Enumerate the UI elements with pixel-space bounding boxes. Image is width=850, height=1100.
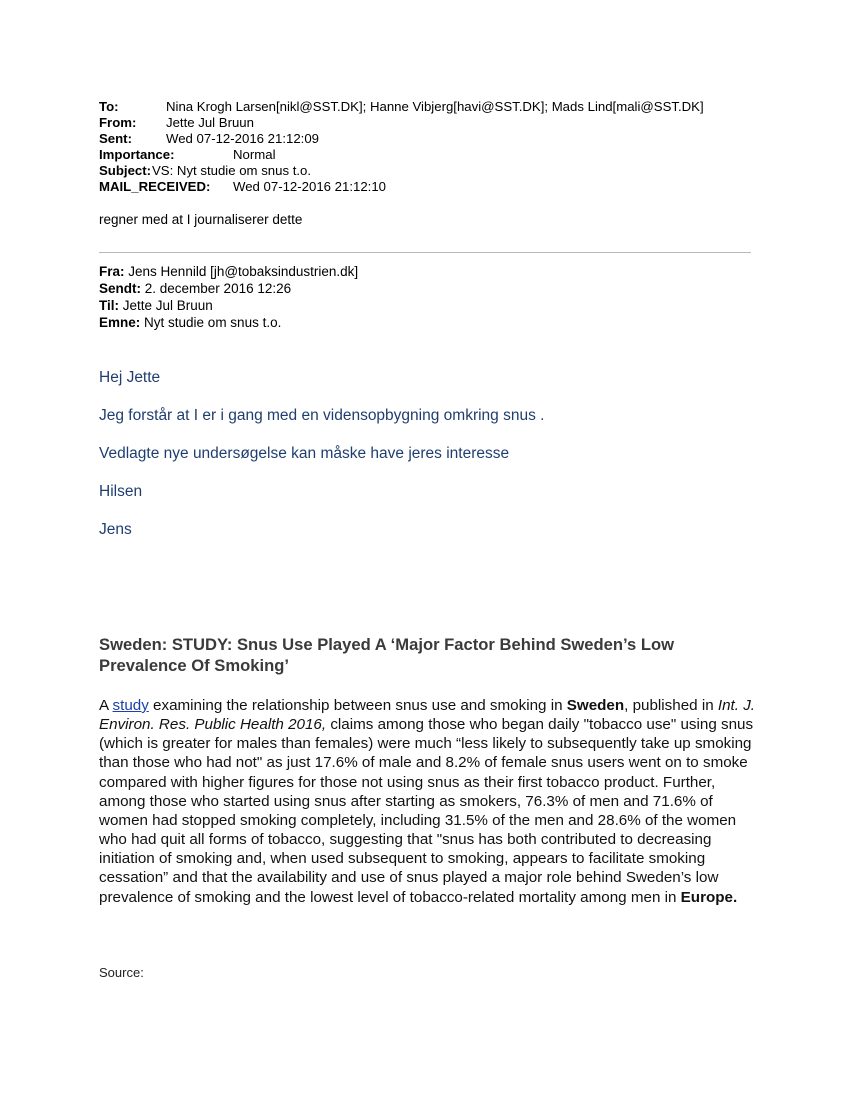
message-line-1: Jeg forstår at I er i gang med en vidensopbygning omkring snus .: [99, 407, 545, 424]
journal-name: Int. J. Environ. Res. Public Health 2016,: [99, 697, 756, 734]
importance-label: Importance:: [99, 147, 175, 163]
to-value: Nina Krogh Larsen[nikl@SST.DK]; Hanne Vibjerg[havi@SST.DK]; Mads Lind[mali@SST.DK]: [166, 99, 704, 114]
article-text: A: [99, 697, 113, 714]
sent-value: Wed 07-12-2016 21:12:09: [166, 131, 319, 147]
message-greeting: Hej Jette: [99, 369, 161, 386]
sent-label: Sent:: [99, 131, 132, 147]
received-value: Wed 07-12-2016 21:12:10: [233, 179, 386, 195]
study-link[interactable]: study: [112, 697, 149, 714]
from-row: [99, 115, 704, 131]
article-text: claims among those who began daily "tobacco use" using snus (which is greater for males than females) were much “less likely to subsequently take up smoking than those who had not" as just 17.6% of male and 8.2% of female snus users went on to smoke compared with higher figures for those not using snus as their first tobacco product. Further, among those who started using snus after starting as smokers, 76.3% of men and 71.6% of women had stopped smoking completely, including 31.5% of the men and 28.6% of the women who had quit all forms of tobacco, suggesting that "snus has both contributed to decreasing initiation of smoking and, when used subsequent to smoking, appears to facilitate smoking cessation” and that the availability and use of snus played a major role behind Sweden’s low prevalence of smoking and the lowest level of tobacco-related mortality among men in: [99, 716, 754, 906]
to-label: To:: [99, 99, 119, 114]
message-signature: Jens: [99, 521, 132, 538]
fra-row: [99, 263, 358, 280]
article-text: examining the relationship between snus use and smoking in: [148, 697, 567, 714]
subject-label: Subject:: [99, 163, 152, 179]
emne-label: Emne:: [99, 315, 141, 330]
fra-value: Jens Hennild [jh@tobaksindustrien.dk]: [128, 264, 359, 279]
sent-row: [99, 131, 704, 147]
til-value: Jette Jul Bruun: [122, 298, 213, 313]
message-closing: Hilsen: [99, 483, 143, 500]
to-row: [99, 99, 704, 115]
sendt-row: [99, 280, 358, 297]
emne-row: [99, 314, 358, 331]
bold-europe: Europe.: [680, 888, 738, 906]
til-label: Til:: [99, 298, 119, 313]
importance-row: [99, 147, 704, 163]
source-label: Source:: [99, 965, 144, 980]
received-label: MAIL_RECEIVED:: [99, 179, 211, 195]
forward-note: regner med at I journaliserer dette: [99, 212, 303, 227]
received-row: [99, 179, 704, 195]
forwarded-header: [99, 263, 358, 331]
subject-row: [99, 163, 704, 179]
bold-sweden: Sweden: [566, 697, 625, 714]
from-value: Jette Jul Bruun: [166, 115, 254, 131]
subject-value: VS: Nyt studie om snus t.o.: [152, 163, 312, 179]
divider: [99, 252, 751, 253]
sendt-label: Sendt:: [99, 281, 141, 296]
article-text: , published in: [624, 697, 718, 714]
emne-value: Nyt studie om snus t.o.: [144, 315, 282, 330]
fra-label: Fra:: [99, 264, 125, 279]
til-row: [99, 297, 358, 314]
importance-value: Normal: [233, 147, 276, 163]
article-title: Sweden: STUDY: Snus Use Played A ‘Major Factor Behind Sweden’s Low Prevalence Of Smoking’: [99, 635, 675, 675]
article-body: [99, 696, 764, 907]
from-label: From:: [99, 115, 137, 131]
email-header: [99, 99, 704, 196]
sendt-value: 2. december 2016 12:26: [144, 281, 292, 296]
message-line-2: Vedlagte nye undersøgelse kan måske have jeres interesse: [99, 445, 510, 462]
